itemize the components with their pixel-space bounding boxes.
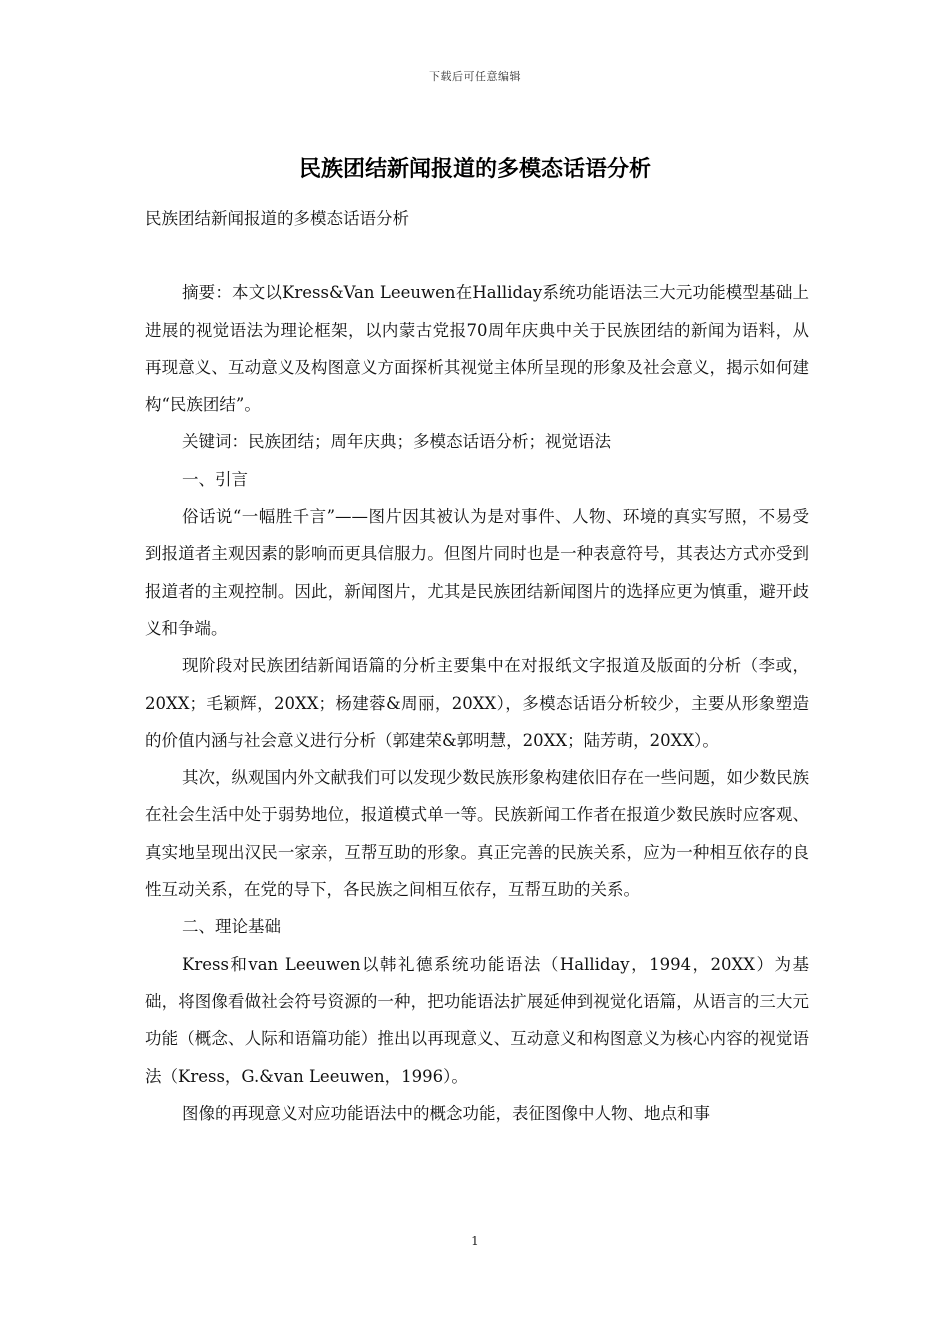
page-number: 1 — [471, 1234, 479, 1248]
section-heading-introduction: 一、引言 — [182, 469, 248, 489]
body-paragraph: 图像的再现意义对应功能语法中的概念功能，表征图像中人物、地点和事 — [182, 1103, 710, 1123]
document-title: 民族团结新闻报道的多模态话语分析 — [298, 156, 651, 182]
abstract-paragraph: 摘要：本文以Kress&Van Leeuwen在Halliday系统功能语法三大元功能模型基础上进展的视觉语法为理论框架，以内蒙古党报70周年庆典中关于民族团结的新闻为语料，从再现意义、互动意义及构图意义方面探析其视觉主体所呈现的形象及社会意义，揭示如何建构“民族团结”。 — [145, 283, 809, 415]
document-subtitle: 民族团结新闻报道的多模态话语分析 — [145, 209, 409, 228]
body-paragraph: 其次，纵观国内外文献我们可以发现少数民族形象构建依旧存在一些问题，如少数民族在社会生活中处于弱势地位，报道模式单一等。民族新闻工作者在报道少数民族时应客观、真实地呈现出汉民一家亲，互帮互助的形象。真正完善的民族关系，应为一种相互依存的良性互动关系，在党的导下，各民族之间相互依存，互帮互助的关系。 — [145, 768, 809, 900]
keywords-paragraph: 关键词：民族团结；周年庆典；多模态话语分析；视觉语法 — [182, 432, 611, 452]
document-body — [145, 200, 809, 1132]
section-heading-theory: 二、理论基础 — [182, 917, 281, 937]
body-paragraph: Kress和van Leeuwen以韩礼德系统功能语法（Halliday，1994，20XX）为基础，将图像看做社会符号资源的一种，把功能语法扩展延伸到视觉化语篇，从语言的三大元功能（概念、人际和语篇功能）推出以再现意义、互动意义和构图意义为核心内容的视觉语法（Kress，G.&van Leeuwen，1996）。 — [145, 954, 809, 1086]
body-paragraph: 现阶段对民族团结新闻语篇的分析主要集中在对报纸文字报道及版面的分析（李或，20XX；毛颖辉，20XX；杨建蓉&周丽，20XX），多模态话语分析较少，主要从形象塑造的价值内涵与社会意义进行分析（郭建荣&郭明慧，20XX；陆芳萌，20XX）。 — [145, 656, 809, 750]
page-header-note: 下载后可任意编辑 — [429, 70, 521, 83]
body-paragraph: 俗话说“一幅胜千言”——图片因其被认为是对事件、人物、环境的真实写照，不易受到报道者主观因素的影响而更具信服力。但图片同时也是一种表意符号，其表达方式亦受到报道者的主观控制。因此，新闻图片，尤其是民族团结新闻图片的选择应更为慎重，避开歧义和争端。 — [145, 507, 809, 638]
